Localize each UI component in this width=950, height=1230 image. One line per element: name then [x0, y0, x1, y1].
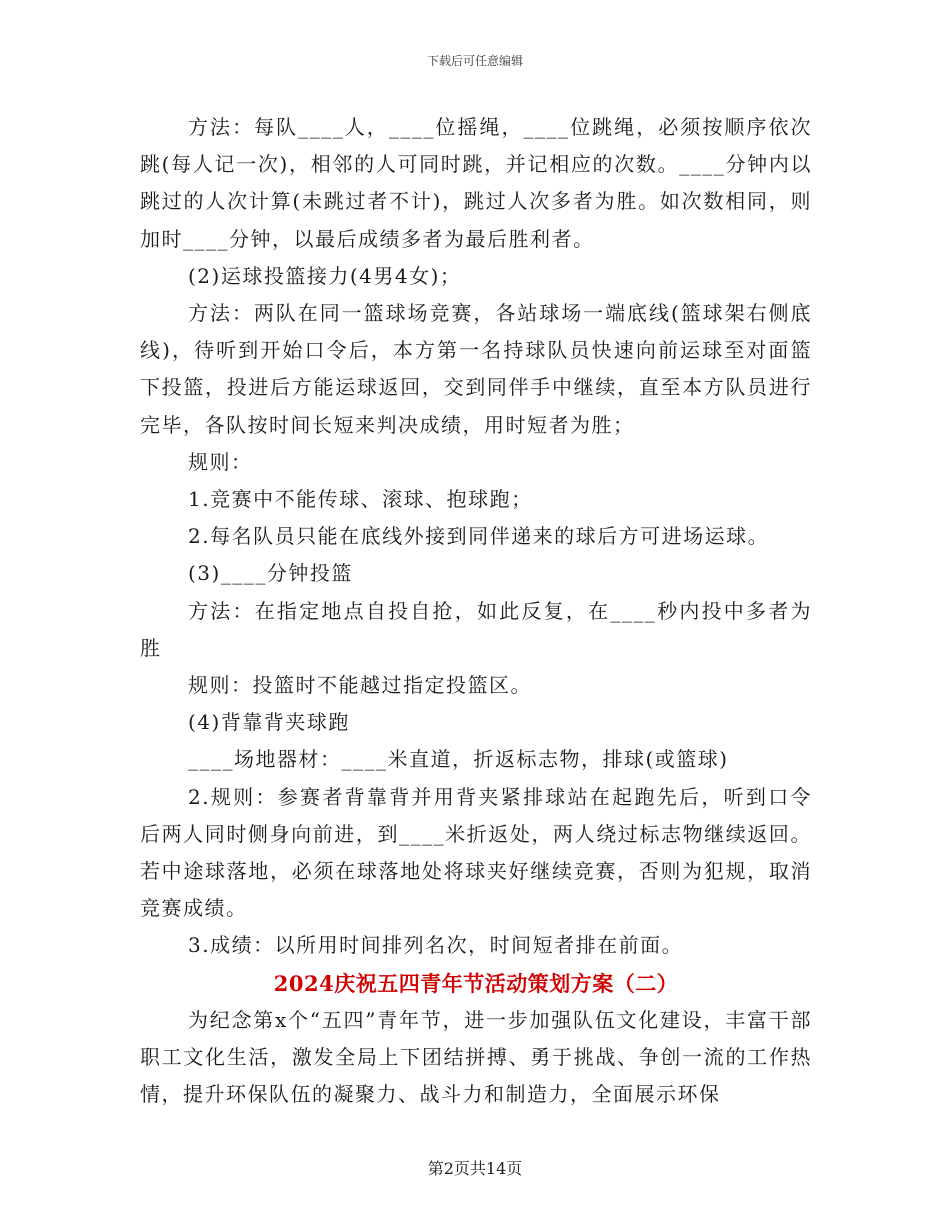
item-shooting-title: (3)____分钟投篮 [188, 561, 353, 586]
paragraph-method-shooting: 方法：在指定地点自投自抢，如此反复，在____秒内投中多者为胜 [140, 598, 812, 660]
item-dribble-relay-title: (2)运球投篮接力(4男4女)； [188, 263, 462, 288]
item-back-to-back-title: (4)背靠背夹球跑 [188, 710, 350, 735]
page-footer: 第2页共14页 [427, 1159, 523, 1178]
rule-back-to-back: 2.规则：参赛者背靠背并用背夹紧排球站在起跑先后，听到口令后两人同时侧身向前进，到____米折返处，两人绕过标志物继续返回。若中途球落地，必须在球落地处将球夹好继续竞赛，否则为犯规，取消竞赛成绩。 [140, 784, 812, 921]
rules-label: 规则： [188, 449, 253, 474]
document-body [140, 109, 812, 1113]
section-intro-paragraph: 为纪念第x个“五四”青年节，进一步加强队伍文化建设，丰富干部职工文化生活，激发全局上下团结拼搏、勇于挑战、争创一流的工作热情，提升环保队伍的凝聚力、战斗力和制造力，全面展示环保 [140, 1007, 812, 1107]
rule-item-2: 2.每名队员只能在底线外接到同伴递来的球后方可进场运球。 [188, 524, 770, 549]
rule-item-1: 1.竞赛中不能传球、滚球、抱球跑； [188, 487, 533, 512]
page-header: 下载后可任意编辑 [426, 54, 523, 68]
section-heading: 2024庆祝五四青年节活动策划方案（二） [273, 970, 679, 996]
paragraph-method-rope: 方法：每队____人，____位摇绳，____位跳绳，必须按顺序依次跳(每人记一次)，相邻的人可同时跳，并记相应的次数。____分钟内以跳过的人次计算(未跳过者不计)，跳过人次多者为胜。如次数相同，则加时____分钟，以最后成绩多者为最后胜利者。 [140, 115, 812, 251]
score-line: 3.成绩：以所用时间排列名次，时间短者排在前面。 [188, 933, 684, 958]
equipment-line: ____场地器材：____米直道，折返标志物，排球(或篮球) [188, 747, 729, 772]
paragraph-method-relay: 方法：两队在同一篮球场竞赛，各站球场一端底线(篮球架右侧底线)，待听到开始口令后，本方第一名持球队员快速向前运球至对面篮下投篮，投进后方能运球返回，交到同伴手中继续，直至本方队员进行完毕，各队按时间长短来判决成绩，用时短者为胜； [140, 301, 812, 437]
rule-shooting: 规则：投篮时不能越过指定投篮区。 [188, 673, 532, 698]
